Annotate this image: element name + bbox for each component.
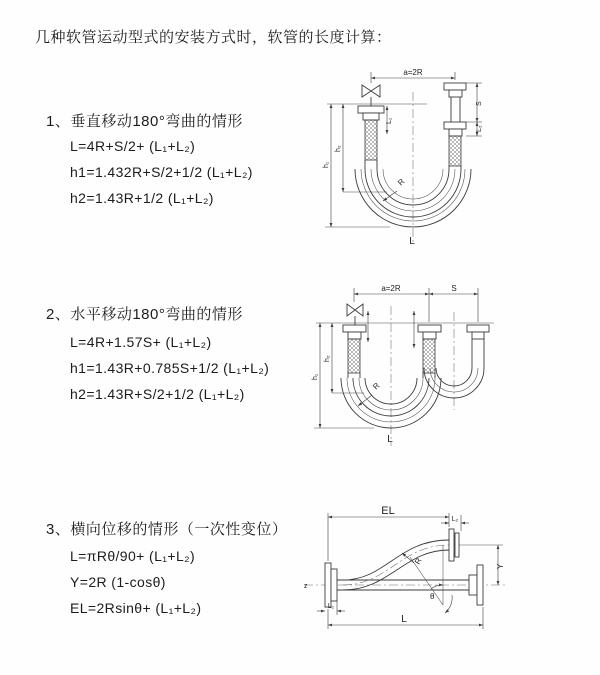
section1-formula-L: L=4R+S/2+ (L₁+L₂) (70, 138, 196, 154)
diagram-horizontal-180-bend (306, 278, 590, 456)
dim-label-h2: h₂ (324, 355, 331, 362)
page-title: 几种软管运动型式的安装方式时，软管的长度计算： (35, 29, 392, 46)
braided-hose-section (365, 120, 377, 160)
dim-label-a2r: a=2R (403, 68, 423, 77)
valve-icon (362, 85, 380, 97)
valve-icon (347, 304, 363, 316)
radius-label: R (412, 556, 424, 566)
section1-formula-h2: h2=1.43R+1/2 (L₁+L₂) (70, 190, 214, 206)
dim-label-l2: L₂ (451, 516, 459, 523)
radius-label: R (396, 176, 407, 188)
diagram-lateral-displacement (298, 503, 590, 648)
centerline-mark: z (304, 583, 308, 590)
dim-label-s: S (476, 101, 483, 106)
braided-hose-section (348, 339, 360, 373)
section2-heading: 2、水平移动180°弯曲的情形 (46, 306, 243, 323)
dim-label-l1: L₁ (386, 117, 393, 124)
dim-label-a2r: a=2R (381, 284, 401, 293)
section3-formula-EL: EL=2Rsinθ+ (L₁+L₂) (70, 600, 202, 616)
dim-label-h1: h₁ (312, 373, 319, 380)
angle-label: θ (430, 592, 435, 601)
dim-label-h1: h₁ (323, 161, 330, 168)
dim-label-s: S (451, 284, 457, 293)
diagram-vertical-180-bend (315, 64, 585, 256)
section3-formula-L: L=πRθ/90+ (L₁+L₂) (70, 548, 196, 564)
dim-label-el: EL (381, 505, 395, 517)
section1-formula-h1: h1=1.432R+S/2+1/2 (L₁+L₂) (70, 164, 253, 180)
section1-heading: 1、垂直移动180°弯曲的情形 (46, 113, 243, 130)
length-label: L (409, 236, 415, 247)
length-label: L (401, 614, 407, 625)
section2-formula-L: L=4R+1.57S+ (L₁+L₂) (70, 334, 212, 350)
section3-formula-Y: Y=2R (1-cosθ) (70, 574, 166, 590)
dim-label-l2: L₂ (476, 125, 483, 132)
dim-label-h2: h₂ (335, 145, 342, 152)
length-label: L (387, 434, 393, 445)
section2-formula-h1: h1=1.43R+0.785S+1/2 (L₁+L₂) (70, 360, 270, 376)
dim-label-y: Y (496, 563, 505, 569)
section2-formula-h2: h2=1.43R+S/2+1/2 (L₁+L₂) (70, 386, 245, 402)
section3-heading: 3、横向位移的情形（一次性变位） (46, 521, 288, 538)
radius-label: R (371, 380, 382, 392)
braided-hose-section (449, 136, 461, 166)
braided-hose-section (423, 339, 435, 373)
dim-label-l1: L₁ (327, 603, 335, 610)
